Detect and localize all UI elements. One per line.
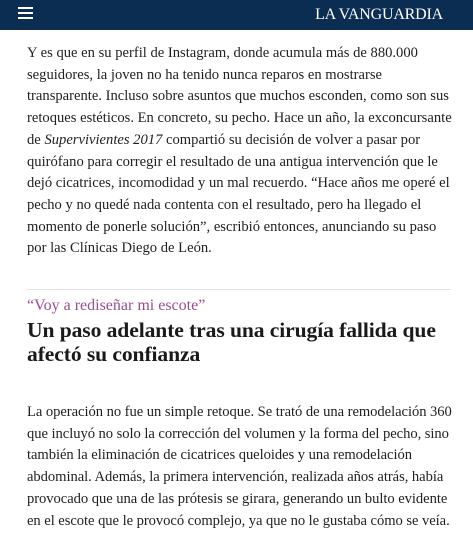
paragraph-1-text-b: compartió su decisión de volver a pasar por quirófano para corregir el resultado de una antigua intervención que le dejó cicatrices, incomodidad y un mal recuerdo. “Hace años me operé el pecho y no quedé nada contenta con el resultado, pero ha llegado el momento de ponerle solución”, escribió entonces, anunciando su paso por las Clínicas Diego de León. — [27, 131, 450, 257]
section-kicker: “Voy a rediseñar mi escote” — [27, 297, 206, 314]
paragraph-1-text-a: Y es que en su perfil de Instagram, donde acumula más de 880.000 seguidores, la joven no ha tenido nunca reparos en mostrarse transparente. Incluso sobre asuntos que muchos esconden, como son sus retoques estéticos. En concreto, su pecho. Hace un año, la exconcursante de — [27, 45, 452, 148]
hamburger-menu-icon[interactable] — [18, 7, 33, 21]
top-navigation-bar — [0, 0, 473, 30]
brand-logo[interactable]: LA VANGUARDIA — [315, 6, 443, 23]
section-divider — [27, 289, 451, 290]
section-title: Un paso adelante tras una cirugía fallida que afectó su confianza — [27, 318, 436, 366]
article-body-continued — [27, 402, 455, 532]
article-paragraph-1 — [27, 43, 452, 260]
show-name-italic: Supervivientes 2017 — [44, 131, 163, 148]
article-body — [27, 43, 452, 260]
article-paragraph-2: La operación no fue un simple retoque. Se trató de una remodelación 360 que incluyó no solo la corrección del volumen y la forma del pecho, sino también la eliminación de cicatrices queloides y una remodelación abdominal. Además, la primera intervención, realizada años atrás, había provocado que una de las prótesis se girara, generando un bulto evidente en el escote que le provocó complejo, ya que no le gustaba cómo se veía. — [27, 404, 452, 529]
